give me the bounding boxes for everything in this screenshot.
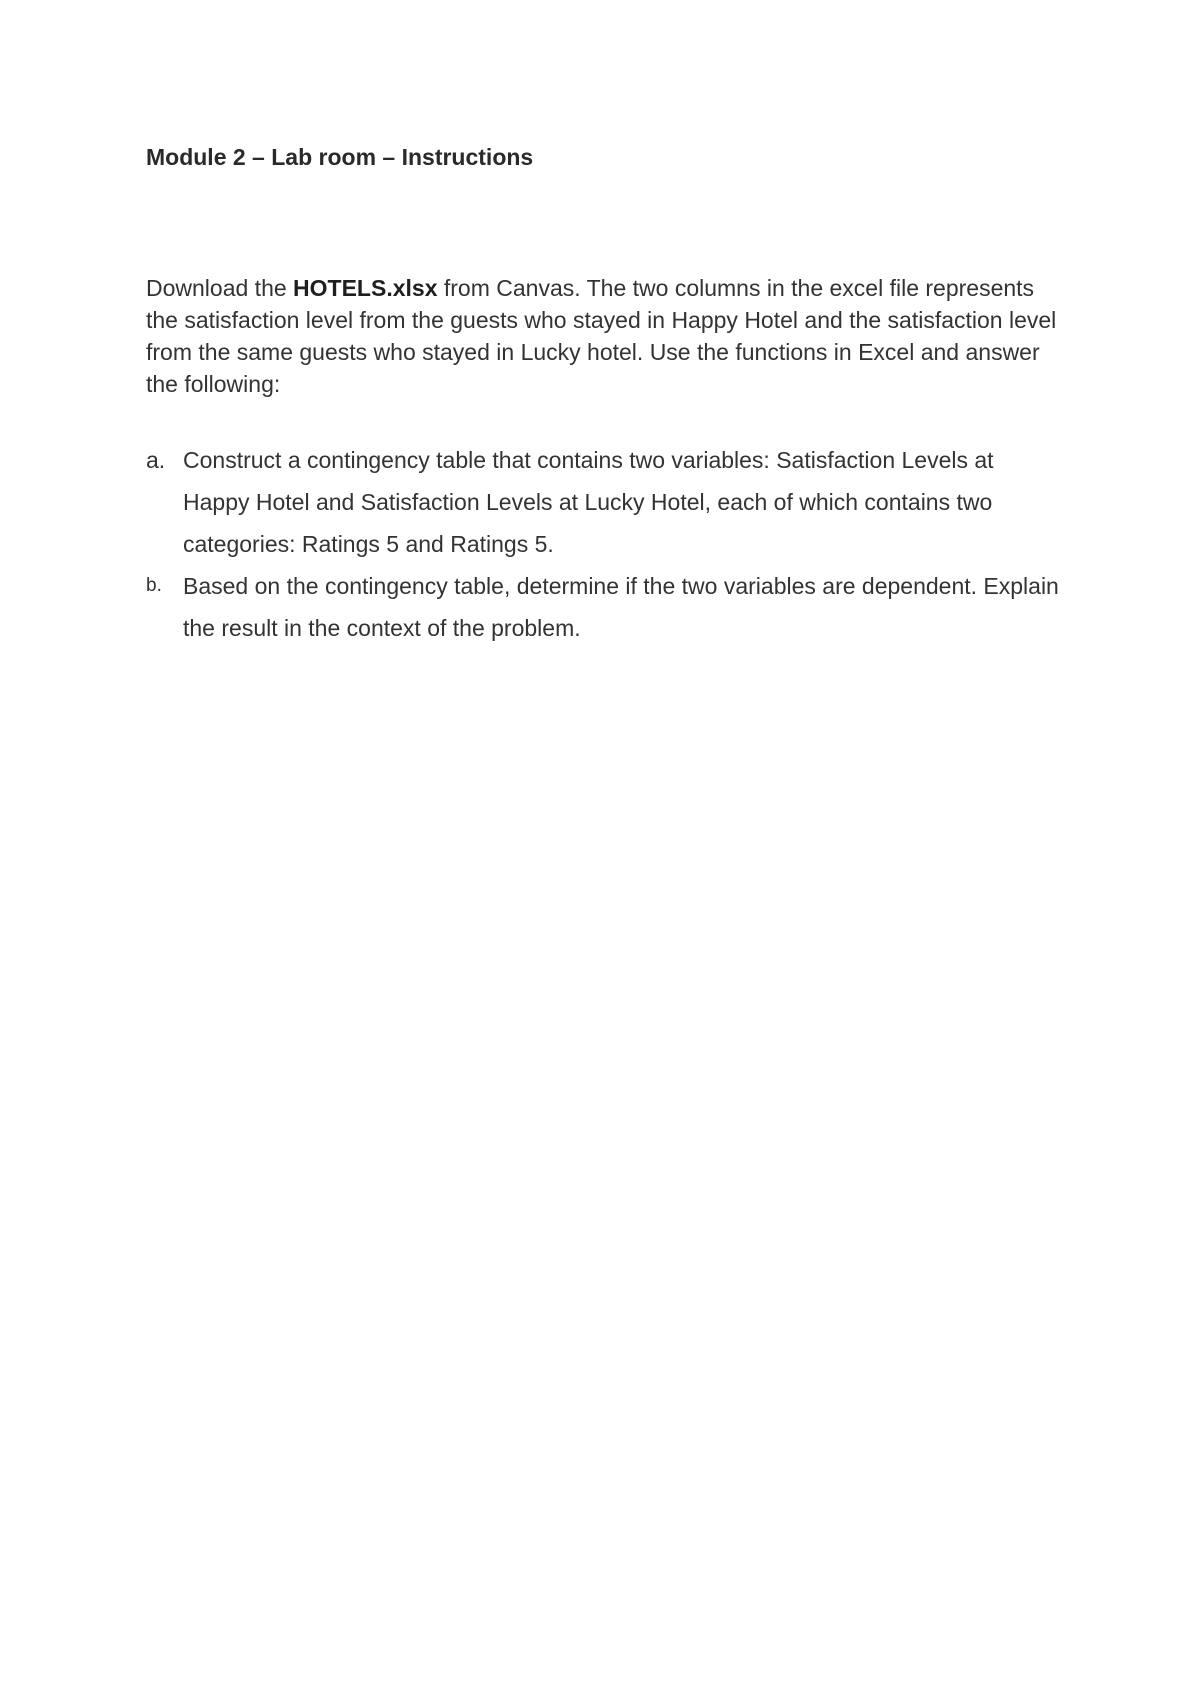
intro-paragraph	[146, 272, 1066, 400]
question-text-b: Based on the contingency table, determine if the two variables are dependent. Explain the result in the context of the problem.	[183, 573, 1059, 641]
intro-text-after: from Canvas. The two columns in the excel file represents the satisfaction level from the guests who stayed in Happy Hotel and the satisfaction level from the same guests who stayed in Lucky hotel. Use the functions in Excel and answer the following:	[146, 275, 1057, 397]
question-marker-a: a.	[146, 447, 166, 473]
intro-text-before: Download the	[146, 275, 294, 301]
page-title: Module 2 – Lab room – Instructions	[146, 144, 534, 170]
question-item-a	[146, 439, 1066, 565]
question-item-b	[146, 565, 1066, 649]
question-text-a: Construct a contingency table that contains two variables: Satisfaction Levels at Happy Hotel and Satisfaction Levels at Lucky Hotel, each of which contains two categories: Ratings 5 and Ratings 5.	[183, 447, 994, 557]
question-marker-b: b.	[146, 575, 162, 596]
filename-bold: HOTELS.xlsx	[293, 275, 438, 301]
question-list	[146, 439, 1066, 649]
